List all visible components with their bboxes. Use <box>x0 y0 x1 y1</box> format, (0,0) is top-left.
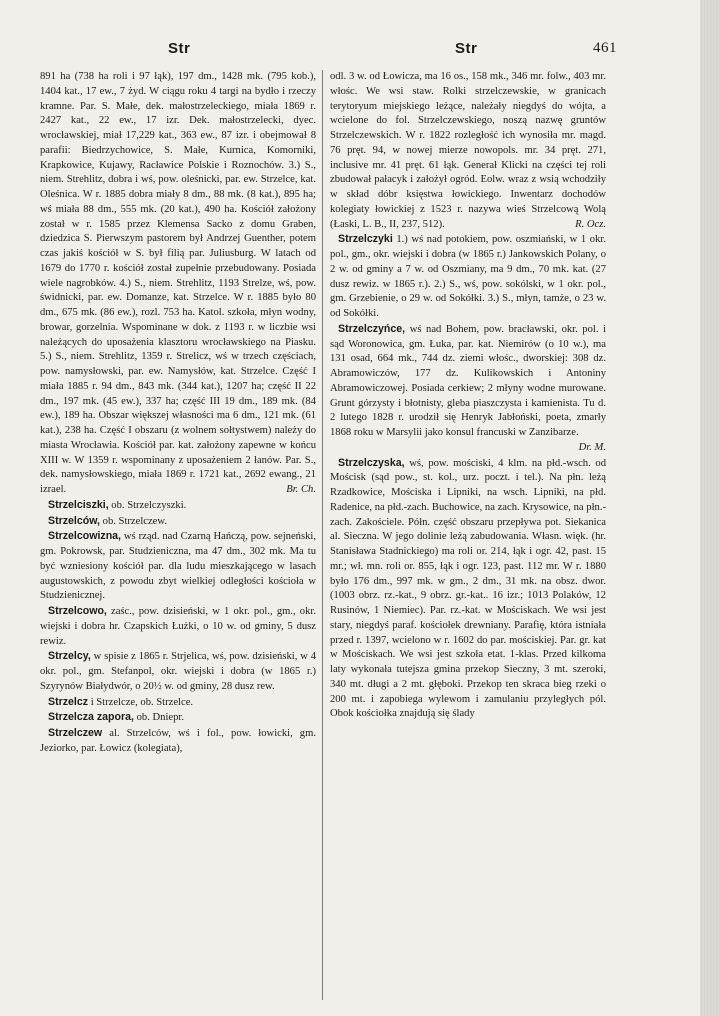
book-gutter-edge <box>700 0 720 1016</box>
entry-strzelcow <box>40 514 316 530</box>
entry-strzelcza-zapora <box>40 710 316 726</box>
entry-signature: Br. Ch. <box>286 484 316 495</box>
entry-headword: Strzelciszki, <box>48 498 109 511</box>
entry-headword: Strzelcz <box>48 695 89 708</box>
entry-text: 1.) wś nad potokiem, pow. oszmiański, w 1 okr. pol., gm., okr. wiejski i dobra (w 1865 r.) Jankowskich Polany, o 2 w. od gminy a 7 w. od Oszmiany, ma 9 dm., 70 mk. kat. (27 dusz rewiz. w 1865 r.). 2.) S., wś, pow. sokólski, w 1 okr. pol., gm. Grzebienie, o 29 w. od Sokółki. 3.) S., młyn, tamże, o 23 w. od Sokółki. <box>330 234 606 319</box>
entry-strzelczyska <box>330 456 606 723</box>
entry-text: zaśc., pow. dzisieński, w 1 okr. pol., gm., okr. wiejski i dobra hr. Czapskich Łużki, o 10 w. od gminy, 5 dusz rewiz. <box>40 606 316 647</box>
entry-signature: R. Ocz. <box>575 218 606 230</box>
entry-headword: Strzelczyńce, <box>338 322 406 335</box>
entry-text: i Strzelcze, ob. Strzelce. <box>88 696 194 708</box>
entry-headword: Strzelcowo, <box>48 605 107 617</box>
header-right-keyword: Str <box>455 40 478 57</box>
entry-text: 891 ha (738 ha roli i 97 łąk), 197 dm., 1428 mk. (795 kob.), 1404 kat., 17 ew., 7 żyd. W ciągu roku 4 targi na bydło i rzeczy kramne. Par. S. Małe, dek. małostrzeleckiego, miała 1869 r. 2427 kat., 22 ew., 17 izr. Dek. małostrzelecki, dyec. wrocławskiej, miał 17,229 kat., 363 ew., 87 izr. i obejmował 8 parafii: Biedrzychowice, S. Małe, Kurnica, Komorniki, Krapkowice, Kujawy, Racławice Polskie i Roznochów. 3.) S., niem. Strehlitz, dobra i wś, pow. oleśnicki, par. ew. Strzelce, kat. Oleśnica. W r. 1885 dobra miały 8 dm., 88 mk. (8 kat.), 895 ha; wś miała 88 dm., 555 mk. (20 kat.), 490 ha. Kościół założony został w r. 1585 przez Klemensa Sacko z domu Graben, dziedzica S. Pierwszym pastorem był Andrzej Guenther, potem czas jakiś kościół w S. był filią par. Juliusburg. W latach od 1679 do 1770 r. kościół został zupełnie przebudowany. Posiada wiele nagrobków. 4.) S., niem. Strehlitz, 1193 Strelze, wś, pow. świdnicki, par. ew. Domanze, kat. Strzelce. W r. 1885 było 80 dm., 675 mk. (86 ew.), rozl. 753 ha. Katol. szkoła, młyn wodny, browar, gorzelnia. Wspominane w dok. z 1193 r. w liczbie wsi należących do uposażenia klasztoru wrocławskiego na Piasku. 5.) S., niem. Strehlitz, 1359 r. Strelicz, wś w trzech częściach, pow. namysłowski, par. ew. Namysłów, kat. Strzelce. Część I miała 1885 r. 94 dm., 843 mk. (344 kat.), 1207 ha; część II 22 dm., 197 mk. (45 ew.), 337 ha; część III 19 dm., 189 mk. (84 ew.), 189 ha. Obszar większej własności ma 6 dm., 121 mk. (61 kat.), 238 ha. Część I obszaru (z wolnem sołtystwem) należy do miasta Wrocławia. Kościół par. kat. założony zapewne w końcu XIII w. W 1359 r. wspominany z uposażeniem 2 łanów. Par. S., dek. namysłowskiego, miała 1869 r. 1721 kat., 2692 ewang., 21 izrael. <box>40 71 316 495</box>
entry-headword: Strzelczyki <box>338 233 393 246</box>
entry-strzelcowizna <box>40 529 316 604</box>
entry-cont2 <box>330 70 606 232</box>
entry-text: wś, pow. mościski, 4 klm. na płd.-wsch. od Mościsk (sąd pow., st. kol., urz. poczt. i tel.). Na płn. leżą Rzadkowice, Mościska i Lipniki, na wsch. Lipniki, na płd. Radenice, na płd.-zach. Buchowice, na zach. Krysowice, na płn.-zach. Zakościele. Półn. część obszaru przepływa pot. Siekanica al. Sieczna. W jego dolinie leżą zabudowania. Własn. więk. (hr. Stanisława Stadnickiego) ma roli or. 214, łąk i ogr. 42, past. 15 mr.; wł. mn. roli or. 855, łąk i ogr. 123, past. 112 mr. W r. 1880 było 176 dm., 997 mk. w gm., 2 dm., 31 mk. na obsz. dwor. (1003 obrz. rz.-kat., 9 obrz. gr.-kat.. 16 izr.; 1013 Polaków, 12 Rusinów, 1 Niemiec). Par. rz.-kat. w Mościskach. We wsi jest stary, niegdyś paraf. kościołek drewniany. Parafię, która istniała przed r. 1397, wcielono w r. 1602 do par. mościskiej. Par. gr. kat w Mościskach. We wsi jest szkoła etat. 1-klas. Przed kilkoma laty wykonała tutejsza gmina przekop Sieczny, 3 mt. szeroki, 340 mt. długi a 2 mt. głęboki. Przekop ten skraca bieg rzeki o 200 mt. i zapobiega wylewom i zamulaniu przyległych pól. Obok kościołka znajdują się ślady <box>330 457 606 720</box>
entry-text: ob. Strzelczyszki. <box>108 499 187 511</box>
entry-strzelczew <box>40 726 316 757</box>
entry-strzelcz <box>40 695 316 711</box>
entry-text: odl. 3 w. od Łowicza, ma 16 os., 158 mk., 346 mr. folw., 403 mr. włośc. We wsi staw. Rolki strzelczewskie, w granicach terytoryum miejskiego leżące, należały niegdyś do wójta, a wcielone do fol. Strzelczewskiego, noszą nazwę gruntów Strzelczewskich. W r. 1822 rozległość ich wynosiła mr. magd. 76 pręt. 94, w nowej mierze nowopols. mr. 34 pręt. 271, inclusive mr. 41 pręt. 61 łąk. Generał Klicki na części tej roli zbudował pałacyk i założył ogród. Eolw. wraz z wsią wchodziły w skład dóbr księstwa łowickiego. Inwentarz dochodów kolegiaty łowickiej z 1523 r. nazywa wieś Strzelcową Wolą (Łaski, L. B., II, 237, 512). <box>330 71 606 230</box>
entry-signature: Dr. M. <box>578 441 606 453</box>
entry-headword: Strzelcowizna, <box>48 530 121 543</box>
entry-text: wś rząd. nad Czarną Hańczą, pow. sejneński, gm. Pokrowsk, par. Studzieniczna, ma 47 dm., 302 mk. Ma tu być wzniesiony kościół par. dla ludu mieszkającego w lasach augustowskich, z powodu zbyt wielkiej odległości kościoła w Studzienicznej. <box>40 531 316 602</box>
entry-strzelciszki <box>40 498 316 514</box>
running-header <box>0 40 720 64</box>
entry-headword: Strzelczyska, <box>338 456 405 469</box>
entry-strzelczyki <box>330 232 606 322</box>
left-column <box>40 70 316 1002</box>
right-column <box>330 70 606 1002</box>
entry-text: ob. Strzelczew. <box>100 515 167 527</box>
entry-strzelcy <box>40 649 316 694</box>
entry-headword: Strzelcza zapora, <box>48 711 134 724</box>
entry-strzelczynce <box>330 322 606 456</box>
page-number: 461 <box>593 40 617 56</box>
entry-text: w spisie z 1865 r. Strjelica, wś, pow. dzisieński, w 4 okr. pol., gm. Stefanpol, okr. wiejski i dobra (w 1865 r.) Szyrynów Białydwór, o 20½ w. od gminy, 28 dusz rew. <box>40 651 316 692</box>
column-divider <box>322 70 323 1000</box>
entry-strzelcowo <box>40 604 316 649</box>
header-left-keyword: Str <box>168 40 191 57</box>
entry-text: ob. Dniepr. <box>133 712 184 724</box>
entry-headword: Strzelców, <box>48 514 101 527</box>
entry-cont <box>40 70 316 498</box>
entry-headword: Strzelczew <box>48 727 103 739</box>
entry-text: al. Strzelców, wś i fol., pow. łowicki, gm. Jeziorko, par. Łowicz (kolegiata), <box>40 728 316 754</box>
entry-text: wś nad Bohem, pow. bracławski, okr. pol. i sąd Woronowica, gm. Łuka, par. kat. Niemirów (o 10 w.), ma 131 osad, 664 mk., 744 dz. ziemi włośc., dworskiej: 308 dz. Abramowiczów, 177 dz. Kulikowskich i Antoniny Abramowiczowej. Posiada cerkiew; 2 młyny wodne murowane. Grunt górzysty i błotnisty, gleba piaszczysta i kamienista. Tu d. 2 lutego 1828 r. urodził się Henryk Jabłoński, poeta, zmarły 1868 roku w Marsylii jako konsul francuski w Zanzibarze. <box>330 323 606 438</box>
entry-headword: Strzelcy, <box>48 650 91 663</box>
